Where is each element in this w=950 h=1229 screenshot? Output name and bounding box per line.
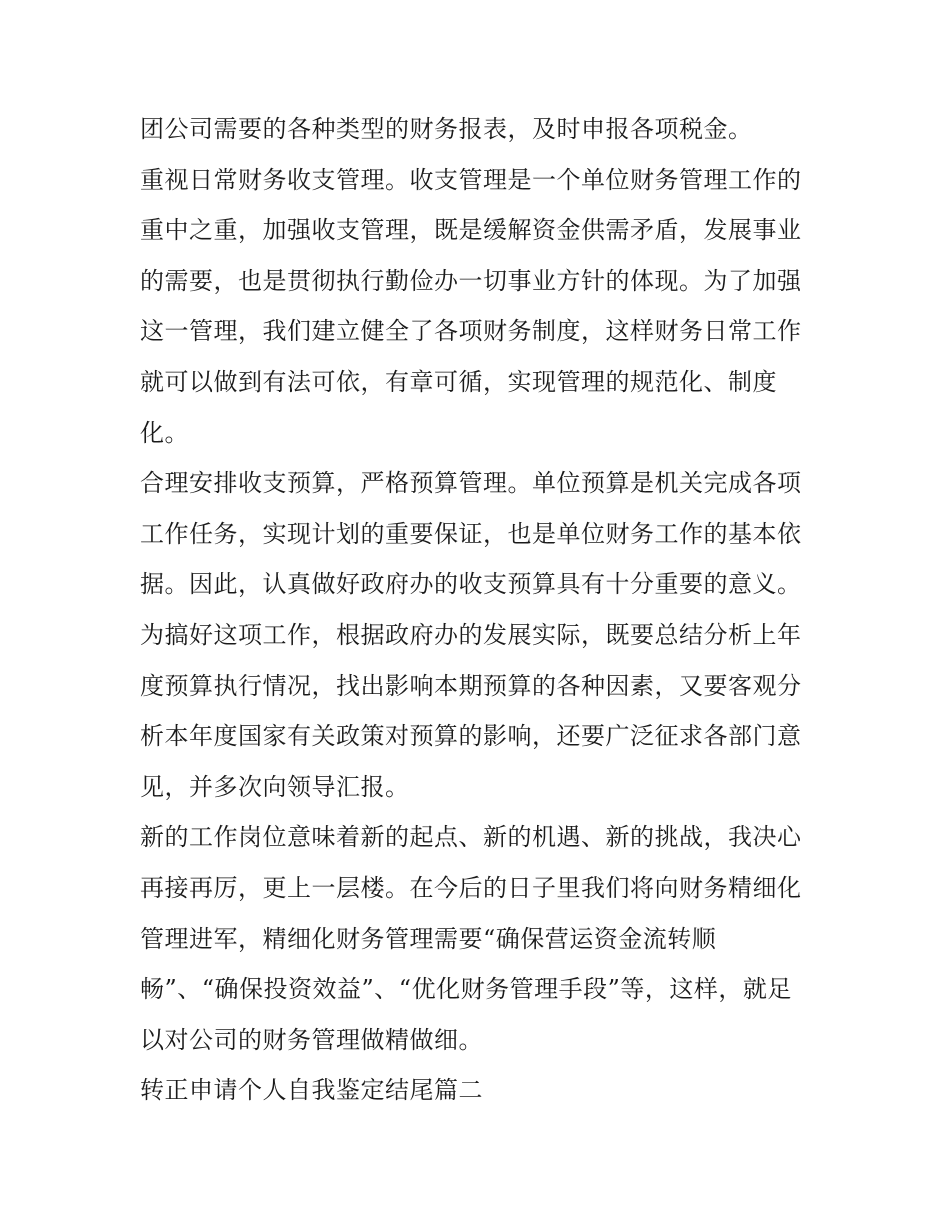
text-line: 据。因此，认真做好政府办的收支预算具有十分重要的意义。	[140, 570, 802, 599]
text-line: 这一管理，我们建立健全了各项财务制度，这样财务日常工作	[140, 317, 802, 346]
text-line: 度预算执行情况，找出影响本期预算的各种因素，又要客观分	[140, 671, 802, 700]
text-line: 化。	[140, 418, 189, 447]
text-line: 新的工作岗位意味着新的起点、新的机遇、新的挑战，我决心	[140, 823, 802, 852]
text-line: 以对公司的财务管理做精做细。	[140, 1025, 483, 1054]
text-line: 再接再厉，更上一层楼。在今后的日子里我们将向财务精细化	[140, 873, 802, 902]
text-line: 工作任务，实现计划的重要保证，也是单位财务工作的基本依	[140, 519, 802, 548]
text-line: 就可以做到有法可依，有章可循，实现管理的规范化、制度	[140, 367, 777, 396]
text-line: 为搞好这项工作，根据政府办的发展实际，既要总结分析上年	[140, 620, 802, 649]
text-line: 管理进军，精细化财务管理需要“确保营运资金流转顺	[140, 924, 717, 953]
text-line: 的需要，也是贯彻执行勤俭办一切事业方针的体现。为了加强	[140, 266, 802, 295]
text-line: 重中之重，加强收支管理，既是缓解资金供需矛盾，发展事业	[140, 216, 802, 245]
text-line: 重视日常财务收支管理。收支管理是一个单位财务管理工作的	[140, 165, 802, 194]
text-line: 合理安排收支预算，严格预算管理。单位预算是机关完成各项	[140, 469, 802, 498]
document-body	[140, 104, 820, 1116]
text-line: 畅”、“确保投资效益”、“优化财务管理手段”等，这样，就足	[140, 975, 792, 1004]
text-line: 见，并多次向领导汇报。	[140, 772, 410, 801]
text-line: 析本年度国家有关政策对预算的影响，还要广泛征求各部门意	[140, 722, 802, 751]
text-line: 团公司需要的各种类型的财务报表，及时申报各项税金。	[140, 115, 753, 143]
section-heading: 转正申请个人自我鉴定结尾篇二	[140, 1076, 483, 1105]
